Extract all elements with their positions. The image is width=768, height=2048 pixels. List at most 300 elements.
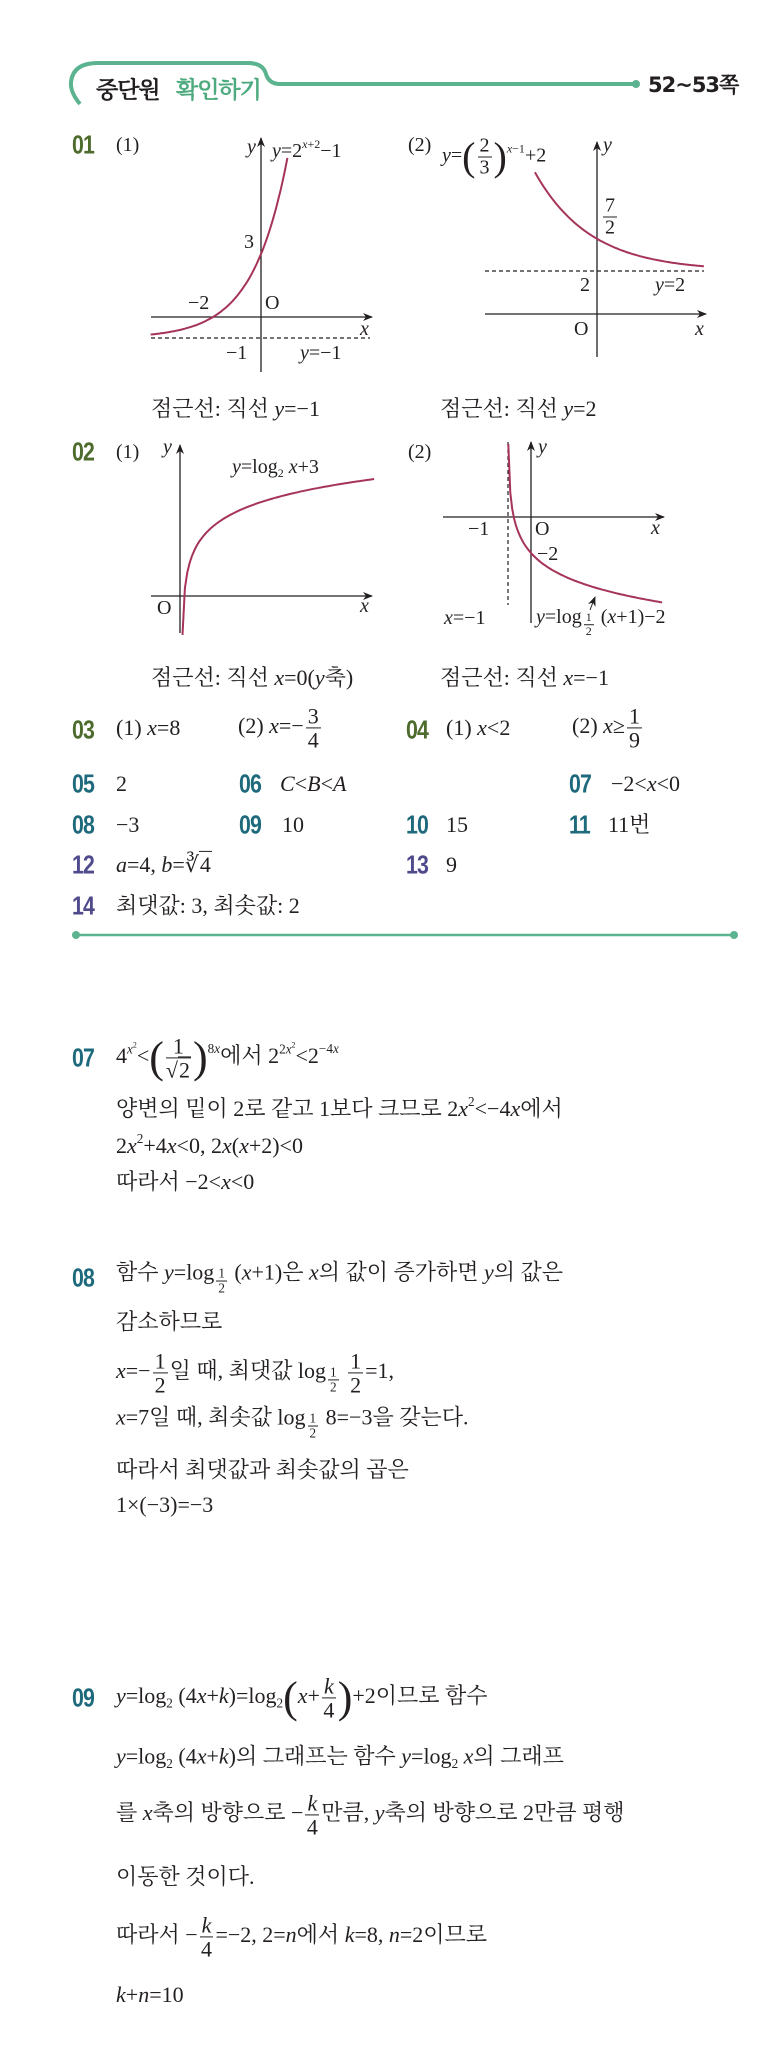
math-text: 2 xyxy=(309,1425,317,1441)
math-variable: x xyxy=(142,1800,153,1826)
asymptote-answer xyxy=(151,666,353,690)
math-fraction xyxy=(200,1913,214,1960)
math-text: −4 xyxy=(318,1041,333,1057)
math-variable: y xyxy=(655,274,664,296)
math-superscript xyxy=(468,1094,475,1109)
graph-01-1 xyxy=(151,138,372,372)
math-text: =8 xyxy=(156,714,181,740)
math-text: 1 xyxy=(350,1348,362,1374)
solution-09-line xyxy=(116,1865,255,1889)
math-text: 8=−3을 갖는다. xyxy=(320,1404,469,1430)
math-text: 의 그래프 xyxy=(473,1743,564,1769)
math-fraction xyxy=(216,1267,227,1296)
math-fraction xyxy=(478,136,492,179)
math-text: 1 xyxy=(154,1348,166,1374)
math-variable: x xyxy=(297,1683,308,1709)
math-subscript xyxy=(278,466,284,480)
answer-09 xyxy=(282,813,304,837)
origin-label: O xyxy=(535,518,550,540)
math-text: 1×(−3)=−3 xyxy=(116,1491,214,1517)
math-variable: x xyxy=(274,664,285,690)
math-subscript xyxy=(166,1696,173,1711)
math-text: 11번 xyxy=(608,811,651,837)
fraction-numerator xyxy=(306,704,321,728)
math-text: 이동한 것이다. xyxy=(116,1863,255,1889)
math-variable: x xyxy=(458,1095,469,1121)
asymptote-value-label: 2 xyxy=(580,274,590,296)
origin-label: O xyxy=(157,597,172,619)
solution-08-line xyxy=(116,1310,222,1334)
asymptote-value-label: −1 xyxy=(226,342,248,364)
math-text: ≥ xyxy=(612,713,625,739)
math-text: =7일 때, 최솟값 log xyxy=(125,1404,306,1430)
page-range: 52~53쪽 xyxy=(648,73,739,97)
y-axis-label xyxy=(603,134,612,156)
math-text: 4 xyxy=(116,1043,127,1069)
asymptote-answer xyxy=(151,397,320,421)
fraction-denominator xyxy=(478,158,492,179)
math-variable: y xyxy=(538,436,547,458)
answer-14 xyxy=(116,894,300,918)
question-label-14: 14 xyxy=(72,890,95,921)
math-superscript xyxy=(208,1041,220,1056)
solution-label-08: 08 xyxy=(72,1262,95,1293)
math-text: )=log xyxy=(228,1683,277,1709)
math-text: + xyxy=(125,1981,139,2007)
fraction-denominator xyxy=(348,1374,363,1397)
math-text: +1)은 xyxy=(251,1259,309,1285)
solution-09-line xyxy=(116,1791,625,1838)
math-variable: x xyxy=(444,607,453,629)
math-text: 2 xyxy=(218,1280,225,1296)
solution-08-line xyxy=(116,1493,213,1517)
math-text: (1) xyxy=(116,714,148,740)
math-text: < xyxy=(294,770,308,796)
math-text: 점근선: 직선 xyxy=(151,664,275,690)
math-text: =log xyxy=(240,455,278,478)
math-variable: n xyxy=(138,1981,150,2007)
math-text: + xyxy=(307,1683,320,1709)
math-variable: x xyxy=(510,1095,521,1121)
math-text: (4 xyxy=(172,1683,197,1709)
solution-label-07: 07 xyxy=(72,1042,95,1073)
math-variable: x xyxy=(196,1683,207,1709)
answer-10 xyxy=(446,813,468,837)
question-label-03: 03 xyxy=(72,714,95,745)
math-text: =log xyxy=(411,1743,452,1769)
asymptote-answer xyxy=(440,397,597,421)
math-variable: x xyxy=(288,455,298,478)
math-variable: x xyxy=(477,714,487,740)
question-label-09: 09 xyxy=(239,809,262,840)
math-superscript xyxy=(279,1041,295,1056)
math-superscript xyxy=(507,142,525,156)
math-text: 점근선: 직선 xyxy=(440,395,564,421)
math-text: <−4 xyxy=(474,1095,511,1121)
math-text: 2 xyxy=(132,1040,137,1050)
math-variable: x xyxy=(239,1132,249,1158)
math-text: 2 xyxy=(116,1132,127,1158)
graph-formula xyxy=(536,606,666,638)
math-variable: y xyxy=(116,1683,126,1709)
math-text: 축) xyxy=(324,664,354,690)
question-label-11: 11 xyxy=(569,809,590,840)
math-variable: x xyxy=(646,770,657,796)
answer-03-2 xyxy=(238,704,323,751)
math-variable: x xyxy=(269,713,279,739)
math-variable: x xyxy=(302,137,308,151)
solution-07-line xyxy=(116,1170,254,1194)
header-line-dot xyxy=(632,80,640,88)
x-intercept-label: −2 xyxy=(188,292,210,314)
math-text: =−1 xyxy=(573,664,609,690)
math-text: < xyxy=(136,1043,150,1069)
math-text: (2) xyxy=(238,713,270,739)
graph-formula xyxy=(232,456,319,480)
math-text: 9 xyxy=(629,727,640,753)
fraction-denominator xyxy=(306,729,321,752)
math-text: <2 xyxy=(486,714,511,740)
math-variable: y xyxy=(401,1743,412,1769)
solution-08-line xyxy=(116,1349,394,1396)
math-text: = xyxy=(450,144,463,167)
math-text: (1) xyxy=(446,714,478,740)
math-text: =2 xyxy=(663,274,686,296)
math-text: −3 xyxy=(116,811,140,837)
y-intercept-label: 3 xyxy=(244,231,254,253)
part-number: (1) xyxy=(116,441,140,463)
radical-sign-icon: √ xyxy=(165,1057,178,1083)
math-subscript xyxy=(306,1410,321,1441)
answer-11 xyxy=(608,813,650,837)
y-axis-label xyxy=(538,436,547,458)
math-variable: x xyxy=(309,1259,319,1285)
math-text: 7 xyxy=(605,194,615,217)
math-variable: x xyxy=(116,1404,126,1430)
asymptote-equation xyxy=(655,274,685,296)
math-text: <2 xyxy=(295,1043,319,1069)
math-text: =1, xyxy=(365,1358,394,1384)
fraction-denominator xyxy=(328,1380,339,1394)
math-text: +1)−2 xyxy=(616,606,666,629)
fraction-denominator xyxy=(627,729,642,752)
math-text: 의 값이 증가하면 xyxy=(318,1259,485,1285)
math-superscript xyxy=(319,1041,339,1056)
solution-07-line xyxy=(116,1034,339,1081)
math-text: 2 xyxy=(277,466,284,480)
math-variable: x xyxy=(332,1041,339,1057)
math-variable: k xyxy=(116,1981,126,2007)
math-variable: k xyxy=(218,1683,229,1709)
part-number: (2) xyxy=(408,134,432,156)
solution-label-09: 09 xyxy=(72,1682,95,1713)
math-variable: x xyxy=(147,714,157,740)
math-variable: x xyxy=(603,713,613,739)
math-variable: b xyxy=(161,851,173,877)
math-variable: x xyxy=(241,1259,252,1285)
math-text: =log xyxy=(125,1683,167,1709)
fraction-numerator xyxy=(478,136,492,158)
math-variable: k xyxy=(323,1673,334,1699)
math-text: 2 xyxy=(279,1041,286,1057)
fraction-numerator xyxy=(308,1412,319,1427)
math-variable: x xyxy=(360,595,369,617)
math-text: =−2, 2= xyxy=(215,1922,286,1948)
math-text: =2 xyxy=(280,140,303,162)
x-axis-label xyxy=(360,318,369,340)
math-text: 일 때, 최댓값 log xyxy=(169,1358,326,1384)
math-variable: y xyxy=(232,455,241,478)
math-text: +2)<0 xyxy=(248,1132,303,1158)
math-text: 양변의 밑이 2로 같고 1보다 크므로 2 xyxy=(116,1095,459,1121)
question-label-10: 10 xyxy=(406,809,429,840)
math-text: 축의 방향으로 − xyxy=(152,1800,304,1826)
math-text: =log xyxy=(125,1743,167,1769)
math-text: 에서 2 xyxy=(220,1043,280,1069)
solution-09-line xyxy=(116,1674,488,1721)
math-text: < xyxy=(320,770,333,796)
math-text: 1 xyxy=(309,1410,317,1426)
part-number: (1) xyxy=(116,134,140,156)
fraction-denominator xyxy=(308,1427,319,1441)
math-fraction xyxy=(308,1412,319,1441)
math-fraction xyxy=(328,1365,339,1394)
math-subscript xyxy=(326,1364,341,1395)
math-text: <0 xyxy=(230,1168,255,1194)
math-text: 2 xyxy=(468,1093,475,1109)
fraction-numerator xyxy=(627,704,642,728)
question-label-02: 02 xyxy=(72,436,95,467)
math-variable: x xyxy=(116,1358,126,1384)
y-intercept-label: −2 xyxy=(537,543,559,565)
math-text: 점근선: 직선 xyxy=(440,664,564,690)
math-text: +4 xyxy=(143,1132,167,1158)
math-text: <0 xyxy=(656,770,681,796)
math-text: =−1 xyxy=(284,395,320,421)
math-text: 2 xyxy=(136,1130,144,1146)
math-text: 1 xyxy=(218,1265,225,1281)
math-variable: x xyxy=(221,1132,232,1158)
math-superscript xyxy=(302,137,320,151)
math-variable: x xyxy=(214,1041,221,1057)
x-axis-label xyxy=(695,318,704,340)
math-variable: y xyxy=(374,1800,385,1826)
radicand xyxy=(178,1057,191,1083)
math-text: +2 xyxy=(524,144,547,167)
fraction-denominator xyxy=(305,1816,319,1839)
math-superscript xyxy=(127,1041,137,1056)
math-variable: x xyxy=(221,1168,231,1194)
math-variable: x xyxy=(196,1743,207,1769)
curve-02-1 xyxy=(183,479,375,635)
math-text: 2 xyxy=(451,1756,459,1772)
fraction-numerator xyxy=(322,1674,336,1698)
math-variable: y xyxy=(603,134,612,156)
math-big-parenthesis: ( xyxy=(283,1673,298,1723)
math-text: + xyxy=(206,1683,219,1709)
math-variable: x xyxy=(463,1743,474,1769)
fraction-denominator xyxy=(322,1699,336,1722)
math-text: 2 xyxy=(166,1756,173,1772)
math-variable: y xyxy=(274,395,285,421)
math-text: 함수 xyxy=(116,1259,165,1285)
math-text: 2 xyxy=(154,1372,166,1398)
math-text: = xyxy=(172,851,185,877)
math-text: 4 xyxy=(199,851,211,877)
fraction-numerator xyxy=(348,1349,363,1373)
math-subscript xyxy=(166,1756,173,1771)
math-text: 4 xyxy=(201,1936,213,1962)
math-text: 2 xyxy=(116,770,127,796)
answer-07 xyxy=(611,772,680,796)
fraction-denominator xyxy=(200,1938,214,1961)
math-variable: C xyxy=(280,770,295,796)
math-big-parenthesis: ( xyxy=(149,1033,164,1083)
math-text xyxy=(341,1358,347,1383)
radicand xyxy=(199,851,212,877)
math-fraction xyxy=(348,1349,363,1396)
header-title-accent: 확인하기 xyxy=(176,77,261,104)
math-text: 2 xyxy=(166,1695,173,1711)
solution-08-line xyxy=(116,1458,409,1482)
origin-label: O xyxy=(574,318,589,340)
math-text: 4 xyxy=(323,1697,335,1723)
math-variable: k xyxy=(344,1922,355,1948)
math-text: +2이므로 함수 xyxy=(352,1683,488,1709)
solution-08-line xyxy=(116,1261,563,1296)
solution-07-line xyxy=(116,1132,303,1158)
math-text: +3 xyxy=(297,455,319,478)
math-text: =2 xyxy=(573,395,597,421)
math-big-parenthesis: ) xyxy=(192,1033,208,1083)
math-variable: a xyxy=(116,851,127,877)
math-text: + xyxy=(206,1743,219,1769)
math-variable: B xyxy=(307,770,321,796)
math-root xyxy=(166,1057,191,1083)
math-text: −1 xyxy=(512,141,525,156)
math-variable: y xyxy=(164,1259,174,1285)
math-big-parenthesis: ( xyxy=(462,134,476,179)
math-text: 4 xyxy=(307,727,319,753)
math-text: 2 xyxy=(329,1379,337,1395)
math-big-parenthesis: ) xyxy=(493,134,507,179)
solution-08-line xyxy=(116,1406,468,1441)
math-text: =log xyxy=(173,1259,215,1285)
math-variable: y xyxy=(300,342,309,364)
math-variable: x xyxy=(285,1041,292,1057)
math-text: ( xyxy=(595,606,608,629)
math-root xyxy=(185,851,212,877)
math-variable: x xyxy=(607,606,617,629)
math-text: 15 xyxy=(446,811,468,837)
math-text: 8 xyxy=(207,1041,215,1057)
x-mark-label: −1 xyxy=(468,518,490,540)
math-text: 따라서 − xyxy=(116,1922,198,1948)
math-variable: x xyxy=(563,664,574,690)
math-text: ( xyxy=(228,1259,242,1285)
fraction-numerator xyxy=(153,1349,168,1373)
math-text: 만큼, xyxy=(321,1800,375,1826)
math-text: )의 그래프는 함수 xyxy=(228,1743,402,1769)
x-axis-label xyxy=(360,595,369,617)
math-subscript xyxy=(214,1265,229,1296)
math-text: (2) xyxy=(572,713,604,739)
graph-formula xyxy=(442,136,546,179)
math-text: 최댓값: 3, 최솟값: 2 xyxy=(116,892,300,918)
fraction-numerator xyxy=(305,1791,319,1815)
asymptote-answer xyxy=(440,666,609,690)
math-text: =8, xyxy=(354,1922,389,1948)
math-variable: y xyxy=(484,1259,494,1285)
math-variable: y xyxy=(116,1743,126,1769)
header-title-main: 중단원 xyxy=(96,77,160,104)
math-text: 점근선: 직선 xyxy=(151,395,275,421)
math-text: 10 xyxy=(282,811,304,837)
math-variable: k xyxy=(218,1743,229,1769)
math-text: =4, xyxy=(127,851,162,877)
math-fraction xyxy=(603,196,617,239)
math-text: =2이므로 xyxy=(399,1922,488,1948)
math-text: 4 xyxy=(306,1814,318,1840)
math-variable: x xyxy=(166,1132,177,1158)
math-text: 3 xyxy=(307,703,319,729)
math-fraction xyxy=(305,1791,319,1838)
question-label-05: 05 xyxy=(72,768,95,799)
math-text: 의 값은 xyxy=(493,1259,564,1285)
math-variable: x xyxy=(695,318,704,340)
math-text: 감소하므로 xyxy=(116,1308,223,1334)
fraction-numerator xyxy=(200,1913,214,1937)
math-text: 2 xyxy=(350,1372,362,1398)
y-intercept-label xyxy=(601,196,619,239)
math-text: 1 xyxy=(585,610,592,625)
math-variable: k xyxy=(201,1912,212,1938)
solution-09-line xyxy=(116,1913,487,1960)
math-variable: y xyxy=(442,144,451,167)
question-label-08: 08 xyxy=(72,809,95,840)
fraction-numerator xyxy=(216,1267,227,1282)
answer-04-1 xyxy=(446,716,510,740)
math-variable: n xyxy=(388,1922,400,1948)
solution-07-line xyxy=(116,1095,563,1121)
math-text: =−1 xyxy=(452,607,486,629)
question-label-07: 07 xyxy=(569,768,592,799)
x-axis-label xyxy=(651,517,660,539)
math-variable: A xyxy=(332,770,347,796)
fraction-numerator xyxy=(328,1365,339,1380)
math-variable: x xyxy=(127,1041,133,1057)
math-text: 2 xyxy=(479,134,490,157)
math-text: =log xyxy=(544,606,582,629)
y-axis-label xyxy=(163,436,172,458)
answer-08 xyxy=(116,813,139,837)
fraction-denominator xyxy=(153,1374,168,1397)
math-text: 3 xyxy=(479,156,490,179)
math-text: =− xyxy=(125,1358,151,1384)
math-big-parenthesis: ) xyxy=(337,1673,353,1723)
math-variable: y xyxy=(272,140,281,162)
math-fraction xyxy=(306,704,321,751)
answer-06 xyxy=(280,772,346,796)
math-text: 에서 xyxy=(296,1922,345,1948)
fraction-denominator xyxy=(603,218,617,239)
math-text: <0, 2 xyxy=(176,1132,222,1158)
curve-01-2 xyxy=(535,172,704,266)
fraction-numerator xyxy=(603,196,617,218)
math-text: 2 xyxy=(178,1057,190,1083)
math-variable: y xyxy=(536,606,545,629)
math-text: 를 xyxy=(116,1800,143,1826)
